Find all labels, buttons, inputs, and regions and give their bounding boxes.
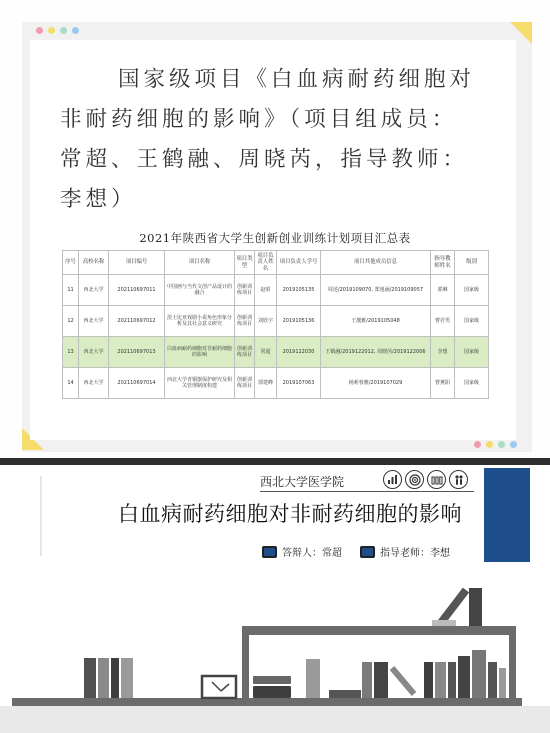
table-cell: 国家级 [455,368,489,399]
bar-icon [427,470,446,489]
table-cell: 西北大学 [79,275,109,306]
separator-bar [0,458,550,465]
table-cell: 创新训练项目 [235,306,255,337]
header-cell: 项目名称 [165,251,235,275]
table-cell: 西北大学 [79,337,109,368]
table-cell: 中国画与当代文创产品设计的融合 [165,275,235,306]
table-cell: 曹薰阳 [431,368,455,399]
table-cell: 创新训练项目 [235,368,255,399]
table-cell: 国家级 [455,306,489,337]
table-row [63,368,489,399]
table-cell: 202110697013 [109,337,165,368]
decor-line [40,476,42,556]
table-cell: 创新训练项目 [235,337,255,368]
decor-dot-green-2 [498,441,505,448]
presenter-icon [262,546,277,558]
decor-dot-pink [36,27,43,34]
slide-title: 白血病耐药细胞对非耐药细胞的影响 [118,502,462,526]
table-cell: 李想 [431,337,455,368]
header-cell: 项目负责人学号 [277,251,321,275]
header-cell: 指导教师姓名 [431,251,455,275]
decor-dot-green [60,27,67,34]
presenter-label: 答辩人：常超 [282,548,342,559]
table-cell: 11 [63,275,79,306]
floor-shade [0,706,550,733]
table-cell: 202110697014 [109,368,165,399]
table-row [63,306,489,337]
project-description: 国家级项目《白血病耐药细胞对非耐药细胞的影响》（项目组成员：常超、王鹤融、周晓芮，指导教师：李想） [60,67,476,212]
table-cell: 西北大学 [79,306,109,337]
table-cell: 白血病耐药细胞对非耐药细胞的影响 [165,337,235,368]
summary-table [62,250,489,399]
table-cell: 202110697011 [109,275,165,306]
table-cell: 西北大学青铜器保护研究及相关管理制度构建 [165,368,235,399]
table-cell: 刘欣宇 [255,306,277,337]
table-cell: 王靓雅/2019105048 [321,306,431,337]
people-icon [449,470,468,489]
table-cell: 曹若男 [431,306,455,337]
icon-group [383,470,468,489]
table-cell: 国家级 [455,275,489,306]
table-cell: 13 [63,337,79,368]
table-cell: 国家级 [455,337,489,368]
presenter-info [262,544,342,559]
header-cell: 序号 [63,251,79,275]
table-cell: 茨士比亚戏剧小说角色形象分析及其社会意义研究 [165,306,235,337]
header-cell: 项目其他成员信息 [321,251,431,275]
table-cell: 2019105136 [277,306,321,337]
table-row-highlighted [63,337,489,368]
bookshelf-illustration [0,564,550,733]
chart-icon [383,470,402,489]
decor-dot-blue [72,27,79,34]
header-cell: 项目编号 [109,251,165,275]
table-cell: 14 [63,368,79,399]
table-cell: 周述/2019109070, 郑逸涵/2019109057 [321,275,431,306]
table-cell: 赵昭 [255,275,277,306]
accent-block [484,468,530,562]
table-cell: 郭建峰 [255,368,277,399]
table-cell: 12 [63,306,79,337]
table-cell: 王鹤融/2019122012, 周晓芮/2019122006 [321,337,431,368]
table-cell: 202110697012 [109,306,165,337]
table-row [63,275,489,306]
school-name: 西北大学医学院 [260,475,345,489]
table-title: 2021年陕西省大学生创新创业训练计划项目汇总表 [139,231,411,245]
target-icon [405,470,424,489]
header-cell: 高校名称 [79,251,109,275]
school-underline [260,491,474,492]
project-summary-table [62,222,488,408]
table-cell: 郭琳 [431,275,455,306]
header-cell: 项目负责人姓名 [255,251,277,275]
advisor-info [360,544,450,559]
table-header-row [63,251,489,275]
table-cell: 创新训练项目 [235,275,255,306]
table-cell: 2019122030 [277,337,321,368]
table-cell: 西北大学 [79,368,109,399]
table-cell: 2019105135 [277,275,321,306]
defense-slide [0,458,550,733]
header-cell: 项目类型 [235,251,255,275]
table-cell: 杨莉蓉雅/2019107029 [321,368,431,399]
decor-dot-pink-2 [474,441,481,448]
decor-dot-yellow [48,27,55,34]
advisor-label: 指导老师：李想 [380,548,450,559]
table-cell: 2019107063 [277,368,321,399]
advisor-icon [360,546,375,558]
decor-dot-blue-2 [510,441,517,448]
header-cell: 级别 [455,251,489,275]
decor-dot-yellow-2 [486,441,493,448]
table-cell: 常超 [255,337,277,368]
